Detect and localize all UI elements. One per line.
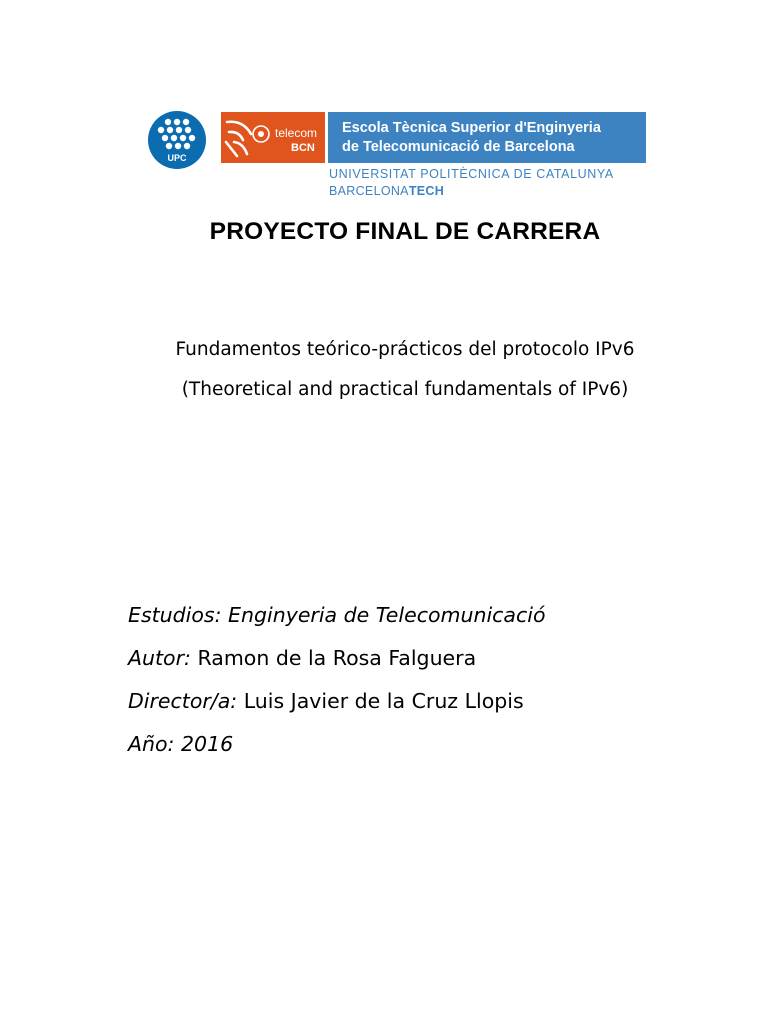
director-label: Director/a: <box>128 689 238 713</box>
author-label: Autor: <box>128 646 191 670</box>
year-label: Año: <box>128 732 175 756</box>
studies-label: Estudios: <box>128 603 222 627</box>
author-line <box>128 646 476 670</box>
author-value: Ramon de la Rosa Falguera <box>197 646 477 670</box>
svg-text:UPC: UPC <box>167 153 187 163</box>
page-title: PROYECTO FINAL DE CARRERA <box>209 218 601 245</box>
studies-line <box>128 603 546 627</box>
school-name: Escola Tècnica Superior d'Enginyeria de Telecomunicació de Barcelona <box>342 120 601 155</box>
project-title-es: Fundamentos teórico-prácticos del protocolo IPv6 <box>175 339 635 360</box>
telecom-bcn-logo <box>221 112 325 163</box>
director-value: Luis Javier de la Cruz Llopis <box>243 689 524 713</box>
university-name: UNIVERSITAT POLITÈCNICA DE CATALUNYA <box>329 167 614 181</box>
etsetb-logo <box>328 112 646 163</box>
year-value: 2016 <box>181 732 234 756</box>
barcelonatech-label: BARCELONATECH <box>329 184 445 198</box>
upc-logo <box>148 111 206 169</box>
project-title-en: (Theoretical and practical fundamentals of IPv6) <box>181 379 629 400</box>
svg-text:telecom: telecom <box>275 126 318 140</box>
svg-text:BCN: BCN <box>291 142 315 154</box>
director-line <box>128 689 524 713</box>
institution-logos <box>148 111 658 203</box>
year-line <box>128 732 233 756</box>
signal-waves-icon <box>221 112 325 163</box>
studies-value: Enginyeria de Telecomunicació <box>228 603 546 627</box>
